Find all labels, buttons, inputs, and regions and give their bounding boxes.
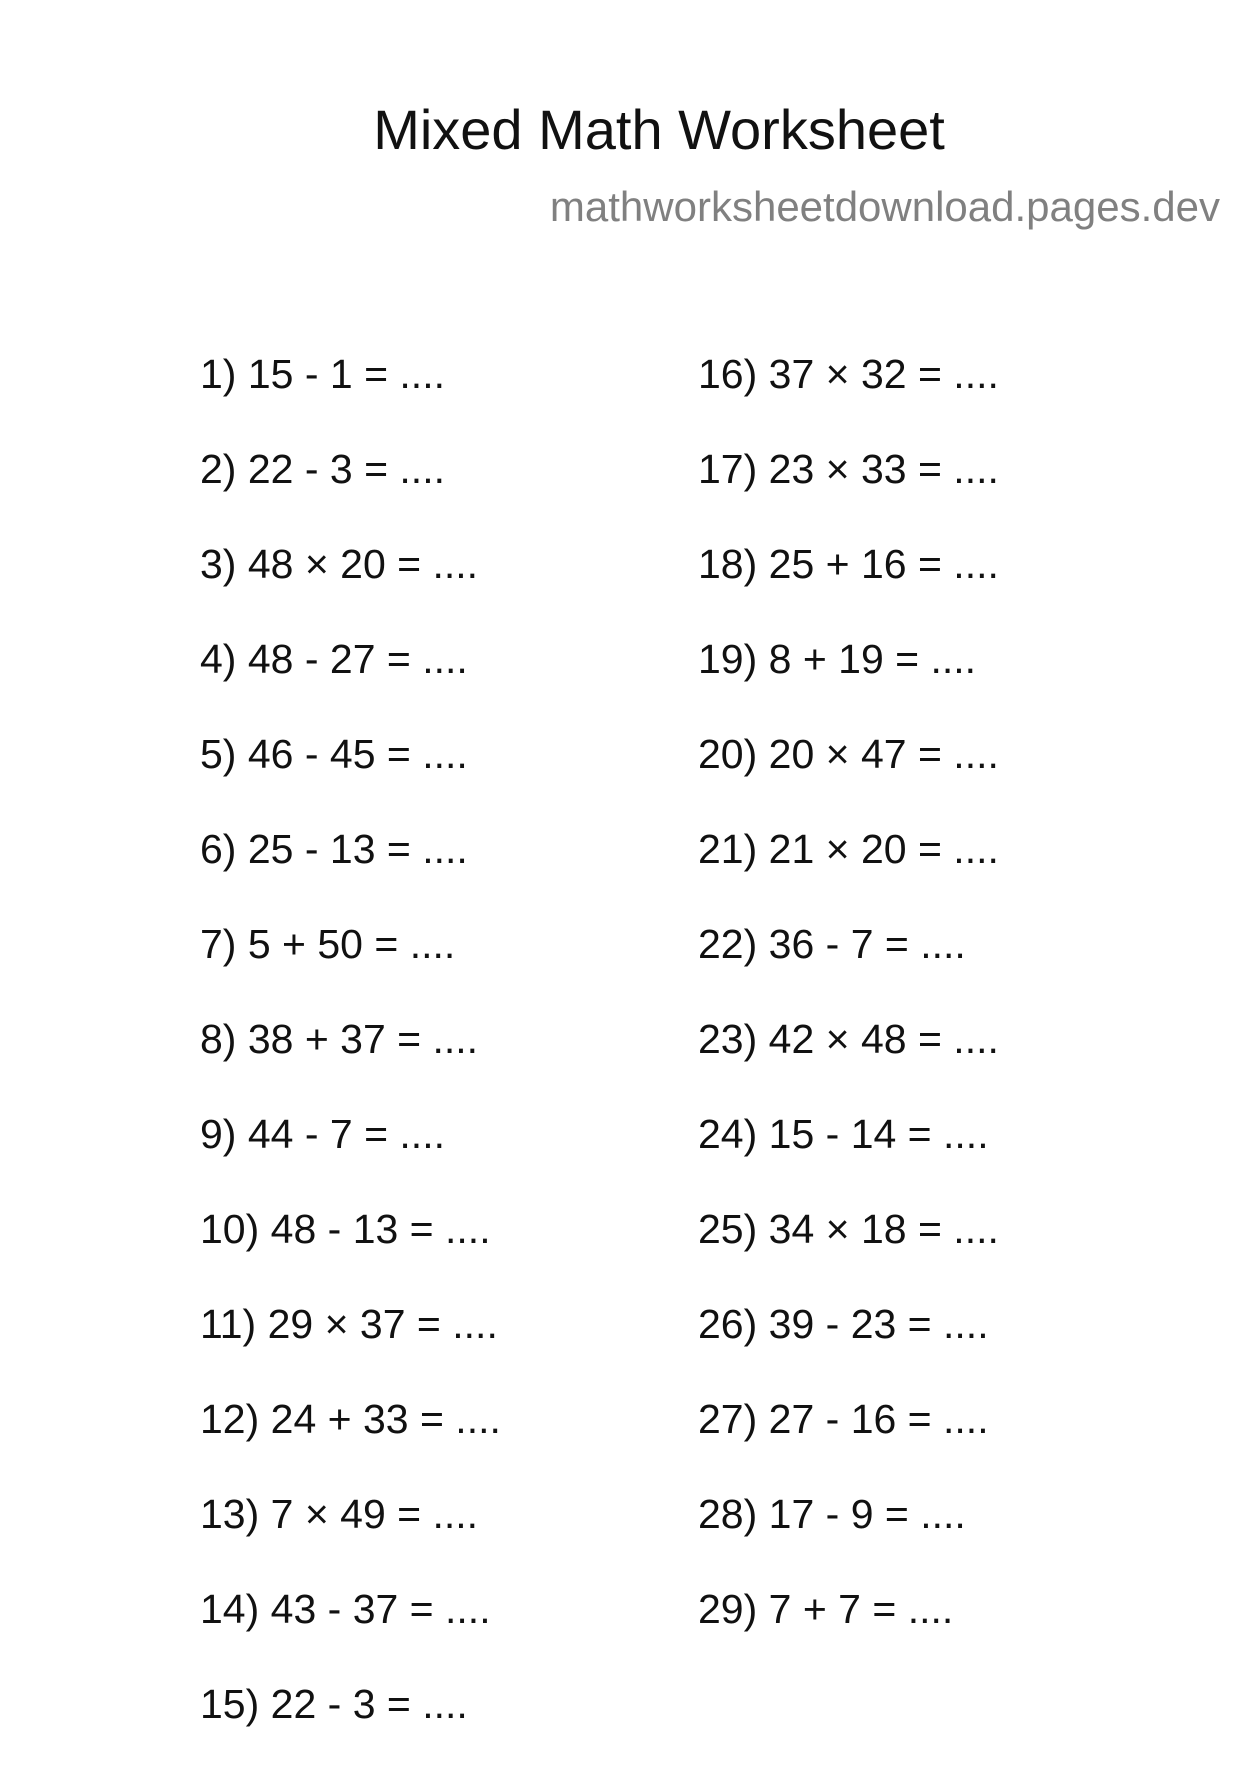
problem-24: 24) 15 - 14 = ....: [698, 1111, 989, 1157]
problem-15: 15) 22 - 3 = ....: [200, 1681, 468, 1727]
problem-25: 25) 34 × 18 = ....: [698, 1206, 999, 1252]
problem-11: 11) 29 × 37 = ....: [200, 1301, 498, 1347]
problem-10: 10) 48 - 13 = ....: [200, 1206, 491, 1252]
problem-column-right: [698, 350, 999, 1680]
problem-27: 27) 27 - 16 = ....: [698, 1396, 989, 1442]
problem-8: 8) 38 + 37 = ....: [200, 1016, 479, 1062]
problem-20: 20) 20 × 47 = ....: [698, 731, 999, 777]
problem-6: 6) 25 - 13 = ....: [200, 826, 468, 872]
problem-26: 26) 39 - 23 = ....: [698, 1301, 989, 1347]
problem-23: 23) 42 × 48 = ....: [698, 1016, 999, 1062]
problem-16: 16) 37 × 32 = ....: [698, 351, 999, 397]
problem-18: 18) 25 + 16 = ....: [698, 541, 999, 587]
problem-21: 21) 21 × 20 = ....: [698, 826, 999, 872]
problem-12: 12) 24 + 33 = ....: [200, 1396, 501, 1442]
problem-2: 2) 22 - 3 = ....: [200, 446, 445, 492]
problem-7: 7) 5 + 50 = ....: [200, 921, 456, 967]
problem-28: 28) 17 - 9 = ....: [698, 1491, 966, 1537]
problem-1: 1) 15 - 1 = ....: [200, 351, 445, 397]
problem-29: 29) 7 + 7 = ....: [698, 1586, 954, 1632]
problem-13: 13) 7 × 49 = ....: [200, 1491, 479, 1537]
problem-9: 9) 44 - 7 = ....: [200, 1111, 445, 1157]
problem-17: 17) 23 × 33 = ....: [698, 446, 999, 492]
problem-19: 19) 8 + 19 = ....: [698, 636, 977, 682]
problem-14: 14) 43 - 37 = ....: [200, 1586, 491, 1632]
source-url: mathworksheetdownload.pages.dev: [549, 183, 1220, 230]
problem-22: 22) 36 - 7 = ....: [698, 921, 966, 967]
problem-4: 4) 48 - 27 = ....: [200, 636, 468, 682]
problem-5: 5) 46 - 45 = ....: [200, 731, 468, 777]
problem-column-left: [200, 350, 501, 1775]
worksheet-title: Mixed Math Worksheet: [373, 98, 945, 161]
problem-3: 3) 48 × 20 = ....: [200, 541, 479, 587]
